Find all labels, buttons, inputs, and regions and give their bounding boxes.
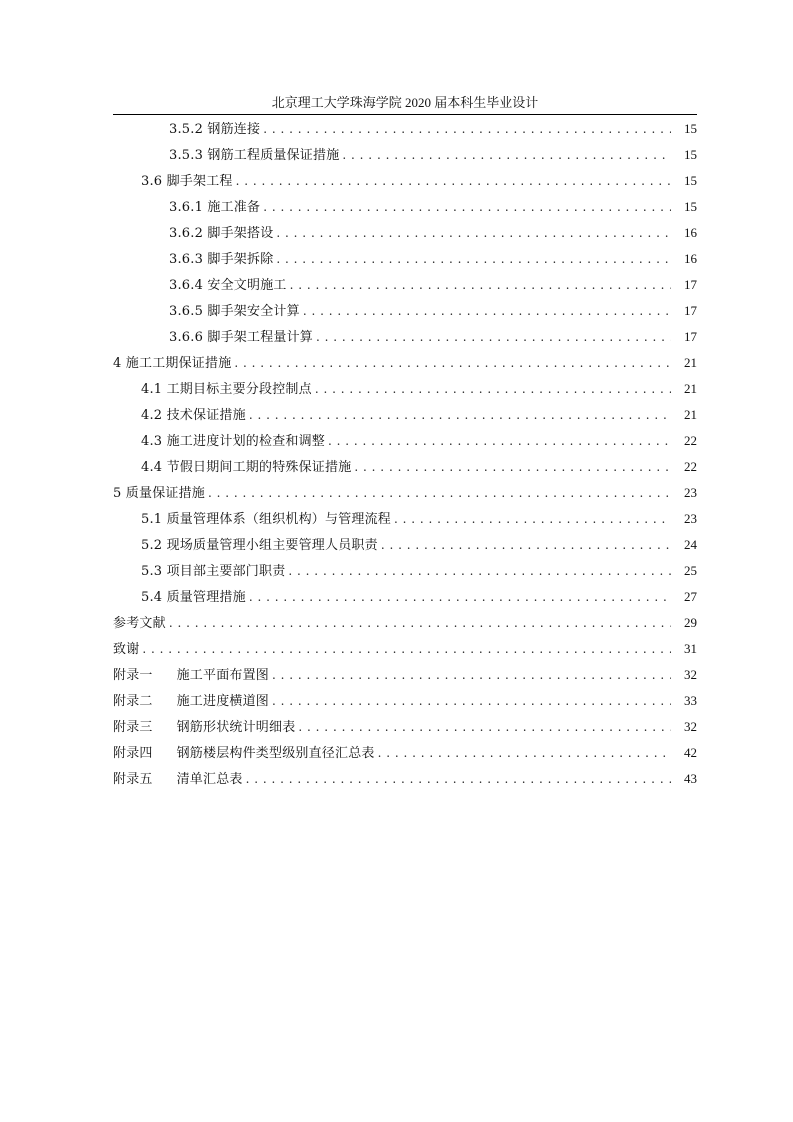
toc-dot-leader	[208, 480, 671, 506]
toc-entry-title: 3.5.3 钢筋工程质量保证措施	[169, 148, 340, 163]
toc-entry-label	[169, 325, 313, 351]
toc-entry-label	[141, 377, 312, 403]
toc-entry[interactable]	[113, 532, 697, 558]
toc-page-number: 15	[684, 147, 697, 162]
toc-entry-label	[113, 689, 269, 715]
toc-entry-label	[169, 273, 287, 299]
toc-entry-title: 5.3 项目部主要部门职责	[141, 564, 286, 579]
toc-dot-leader	[246, 766, 671, 792]
toc-entry[interactable]	[113, 454, 697, 480]
toc-entry-title: 3.6 脚手架工程	[141, 174, 233, 189]
toc-page-number: 22	[684, 459, 697, 474]
toc-entry-label	[141, 455, 351, 481]
toc-dot-leader	[315, 376, 671, 402]
header-title: 北京理工大学珠海学院 2020 届本科生毕业设计	[271, 95, 539, 110]
toc-entry-title: 4.1 工期目标主要分段控制点	[141, 382, 312, 397]
toc-entry[interactable]	[113, 376, 697, 402]
toc-page-number: 42	[684, 745, 697, 760]
toc-page-number: 15	[684, 173, 697, 188]
toc-entry-label	[113, 351, 231, 377]
toc-entry[interactable]	[113, 324, 697, 350]
toc-dot-leader	[263, 194, 671, 220]
toc-entry-label	[169, 299, 300, 325]
toc-entry[interactable]	[113, 350, 697, 376]
toc-entry[interactable]	[113, 428, 697, 454]
toc-page-number: 32	[684, 667, 697, 682]
toc-entry-title: 附录二	[113, 694, 153, 709]
toc-entry-label	[141, 533, 378, 559]
toc-dot-leader	[303, 298, 671, 324]
toc-entry-label	[169, 143, 339, 169]
toc-dot-leader	[354, 454, 671, 480]
toc-page-number: 21	[684, 381, 697, 396]
toc-dot-leader	[276, 246, 671, 272]
toc-dot-leader	[272, 688, 671, 714]
toc-page-number: 27	[684, 589, 697, 604]
toc-entry-title: 3.6.2 脚手架搭设	[169, 226, 274, 241]
toc-dot-leader	[249, 584, 671, 610]
toc-entry-subtitle: 钢筋形状统计明细表	[176, 720, 296, 735]
toc-entry[interactable]	[113, 558, 697, 584]
toc-entry[interactable]	[113, 480, 697, 506]
toc-dot-leader	[142, 636, 671, 662]
toc-page-number: 21	[684, 407, 697, 422]
toc-page-number: 15	[684, 121, 697, 136]
toc-entry-label	[113, 767, 243, 793]
toc-entry-label	[113, 637, 139, 663]
toc-dot-leader	[290, 272, 671, 298]
toc-dot-leader	[342, 142, 671, 168]
toc-entry-label	[141, 559, 285, 585]
toc-page-number: 23	[684, 485, 697, 500]
toc-page-number: 16	[684, 225, 697, 240]
toc-entry[interactable]	[113, 688, 697, 714]
toc-entry[interactable]	[113, 142, 697, 168]
toc-dot-leader	[169, 610, 671, 636]
toc-entry-title: 5 质量保证措施	[113, 486, 206, 501]
toc-entry-label	[141, 169, 233, 195]
toc-entry[interactable]	[113, 610, 697, 636]
toc-page-number: 31	[684, 641, 697, 656]
toc-dot-leader	[249, 402, 671, 428]
toc-entry-subtitle: 施工平面布置图	[176, 668, 270, 683]
toc-entry-title: 5.1 质量管理体系（组织机构）与管理流程	[141, 512, 392, 527]
toc-entry-label	[113, 611, 166, 637]
toc-entry-title: 3.6.6 脚手架工程量计算	[169, 330, 314, 345]
toc-entry-label	[113, 481, 205, 507]
toc-entry-label	[113, 715, 295, 741]
toc-entry[interactable]	[113, 402, 697, 428]
toc-entry-label	[169, 117, 260, 143]
toc-page-number: 43	[684, 771, 697, 786]
toc-entry-title: 附录四	[113, 746, 153, 761]
toc-page-number: 17	[684, 303, 697, 318]
toc-page-number: 16	[684, 251, 697, 266]
toc-dot-leader	[298, 714, 671, 740]
toc-entry[interactable]	[113, 220, 697, 246]
toc-page-number: 33	[684, 693, 697, 708]
toc-entry-title: 4.4 节假日期间工期的特殊保证措施	[141, 460, 352, 475]
toc-entry-title: 3.6.5 脚手架安全计算	[169, 304, 300, 319]
toc-entry-title: 4 施工工期保证措施	[113, 356, 232, 371]
toc-entry[interactable]	[113, 506, 697, 532]
toc-entry[interactable]	[113, 740, 697, 766]
toc-entry-label	[113, 663, 269, 689]
toc-entry-title: 5.2 现场质量管理小组主要管理人员职责	[141, 538, 378, 553]
toc-page-number: 29	[684, 615, 697, 630]
toc-page-number: 24	[684, 537, 697, 552]
toc-entry[interactable]	[113, 246, 697, 272]
page-header	[113, 94, 697, 115]
toc-entry[interactable]	[113, 116, 697, 142]
toc-entry[interactable]	[113, 298, 697, 324]
toc-page-number: 23	[684, 511, 697, 526]
toc-entry-label	[169, 221, 273, 247]
toc-entry[interactable]	[113, 662, 697, 688]
toc-entry-label	[141, 403, 246, 429]
toc-entry[interactable]	[113, 584, 697, 610]
toc-entry-subtitle: 清单汇总表	[176, 772, 243, 787]
toc-dot-leader	[328, 428, 671, 454]
toc-entry-label	[113, 741, 375, 767]
toc-dot-leader	[272, 662, 671, 688]
toc-entry-title: 附录三	[113, 720, 153, 735]
toc-dot-leader	[236, 168, 671, 194]
toc-page-number: 21	[684, 355, 697, 370]
toc-entry-title: 致谢	[113, 642, 140, 657]
table-of-contents	[113, 116, 697, 792]
toc-entry[interactable]	[113, 168, 697, 194]
toc-entry-title: 参考文献	[113, 616, 166, 631]
toc-entry-label	[141, 507, 391, 533]
toc-entry[interactable]	[113, 636, 697, 662]
toc-dot-leader	[394, 506, 671, 532]
toc-entry-title: 4.2 技术保证措施	[141, 408, 246, 423]
toc-entry-title: 3.6.3 脚手架拆除	[169, 252, 274, 267]
toc-page-number: 17	[684, 277, 697, 292]
toc-page-number: 32	[684, 719, 697, 734]
toc-page-number: 25	[684, 563, 697, 578]
toc-page-number: 22	[684, 433, 697, 448]
toc-entry[interactable]	[113, 766, 697, 792]
toc-dot-leader	[378, 740, 671, 766]
toc-entry-title: 附录五	[113, 772, 153, 787]
toc-dot-leader	[234, 350, 671, 376]
toc-dot-leader	[381, 532, 671, 558]
toc-entry-label	[141, 585, 246, 611]
toc-dot-leader	[276, 220, 671, 246]
toc-entry-label	[169, 247, 273, 273]
toc-entry-title: 5.4 质量管理措施	[141, 590, 246, 605]
toc-entry-title: 4.3 施工进度计划的检查和调整	[141, 434, 326, 449]
toc-entry-subtitle: 钢筋楼层构件类型级别直径汇总表	[176, 746, 375, 761]
toc-entry[interactable]	[113, 714, 697, 740]
toc-entry-label	[141, 429, 325, 455]
toc-page-number: 15	[684, 199, 697, 214]
toc-entry-title: 附录一	[113, 668, 153, 683]
toc-dot-leader	[288, 558, 671, 584]
toc-entry-title: 3.6.1 施工准备	[169, 200, 261, 215]
toc-entry-title: 3.5.2 钢筋连接	[169, 122, 261, 137]
toc-dot-leader	[316, 324, 671, 350]
toc-dot-leader	[263, 116, 671, 142]
toc-entry-title: 3.6.4 安全文明施工	[169, 278, 287, 293]
toc-entry[interactable]	[113, 194, 697, 220]
toc-entry-subtitle: 施工进度横道图	[176, 694, 270, 709]
toc-page-number: 17	[684, 329, 697, 344]
toc-entry-label	[169, 195, 260, 221]
toc-entry[interactable]	[113, 272, 697, 298]
